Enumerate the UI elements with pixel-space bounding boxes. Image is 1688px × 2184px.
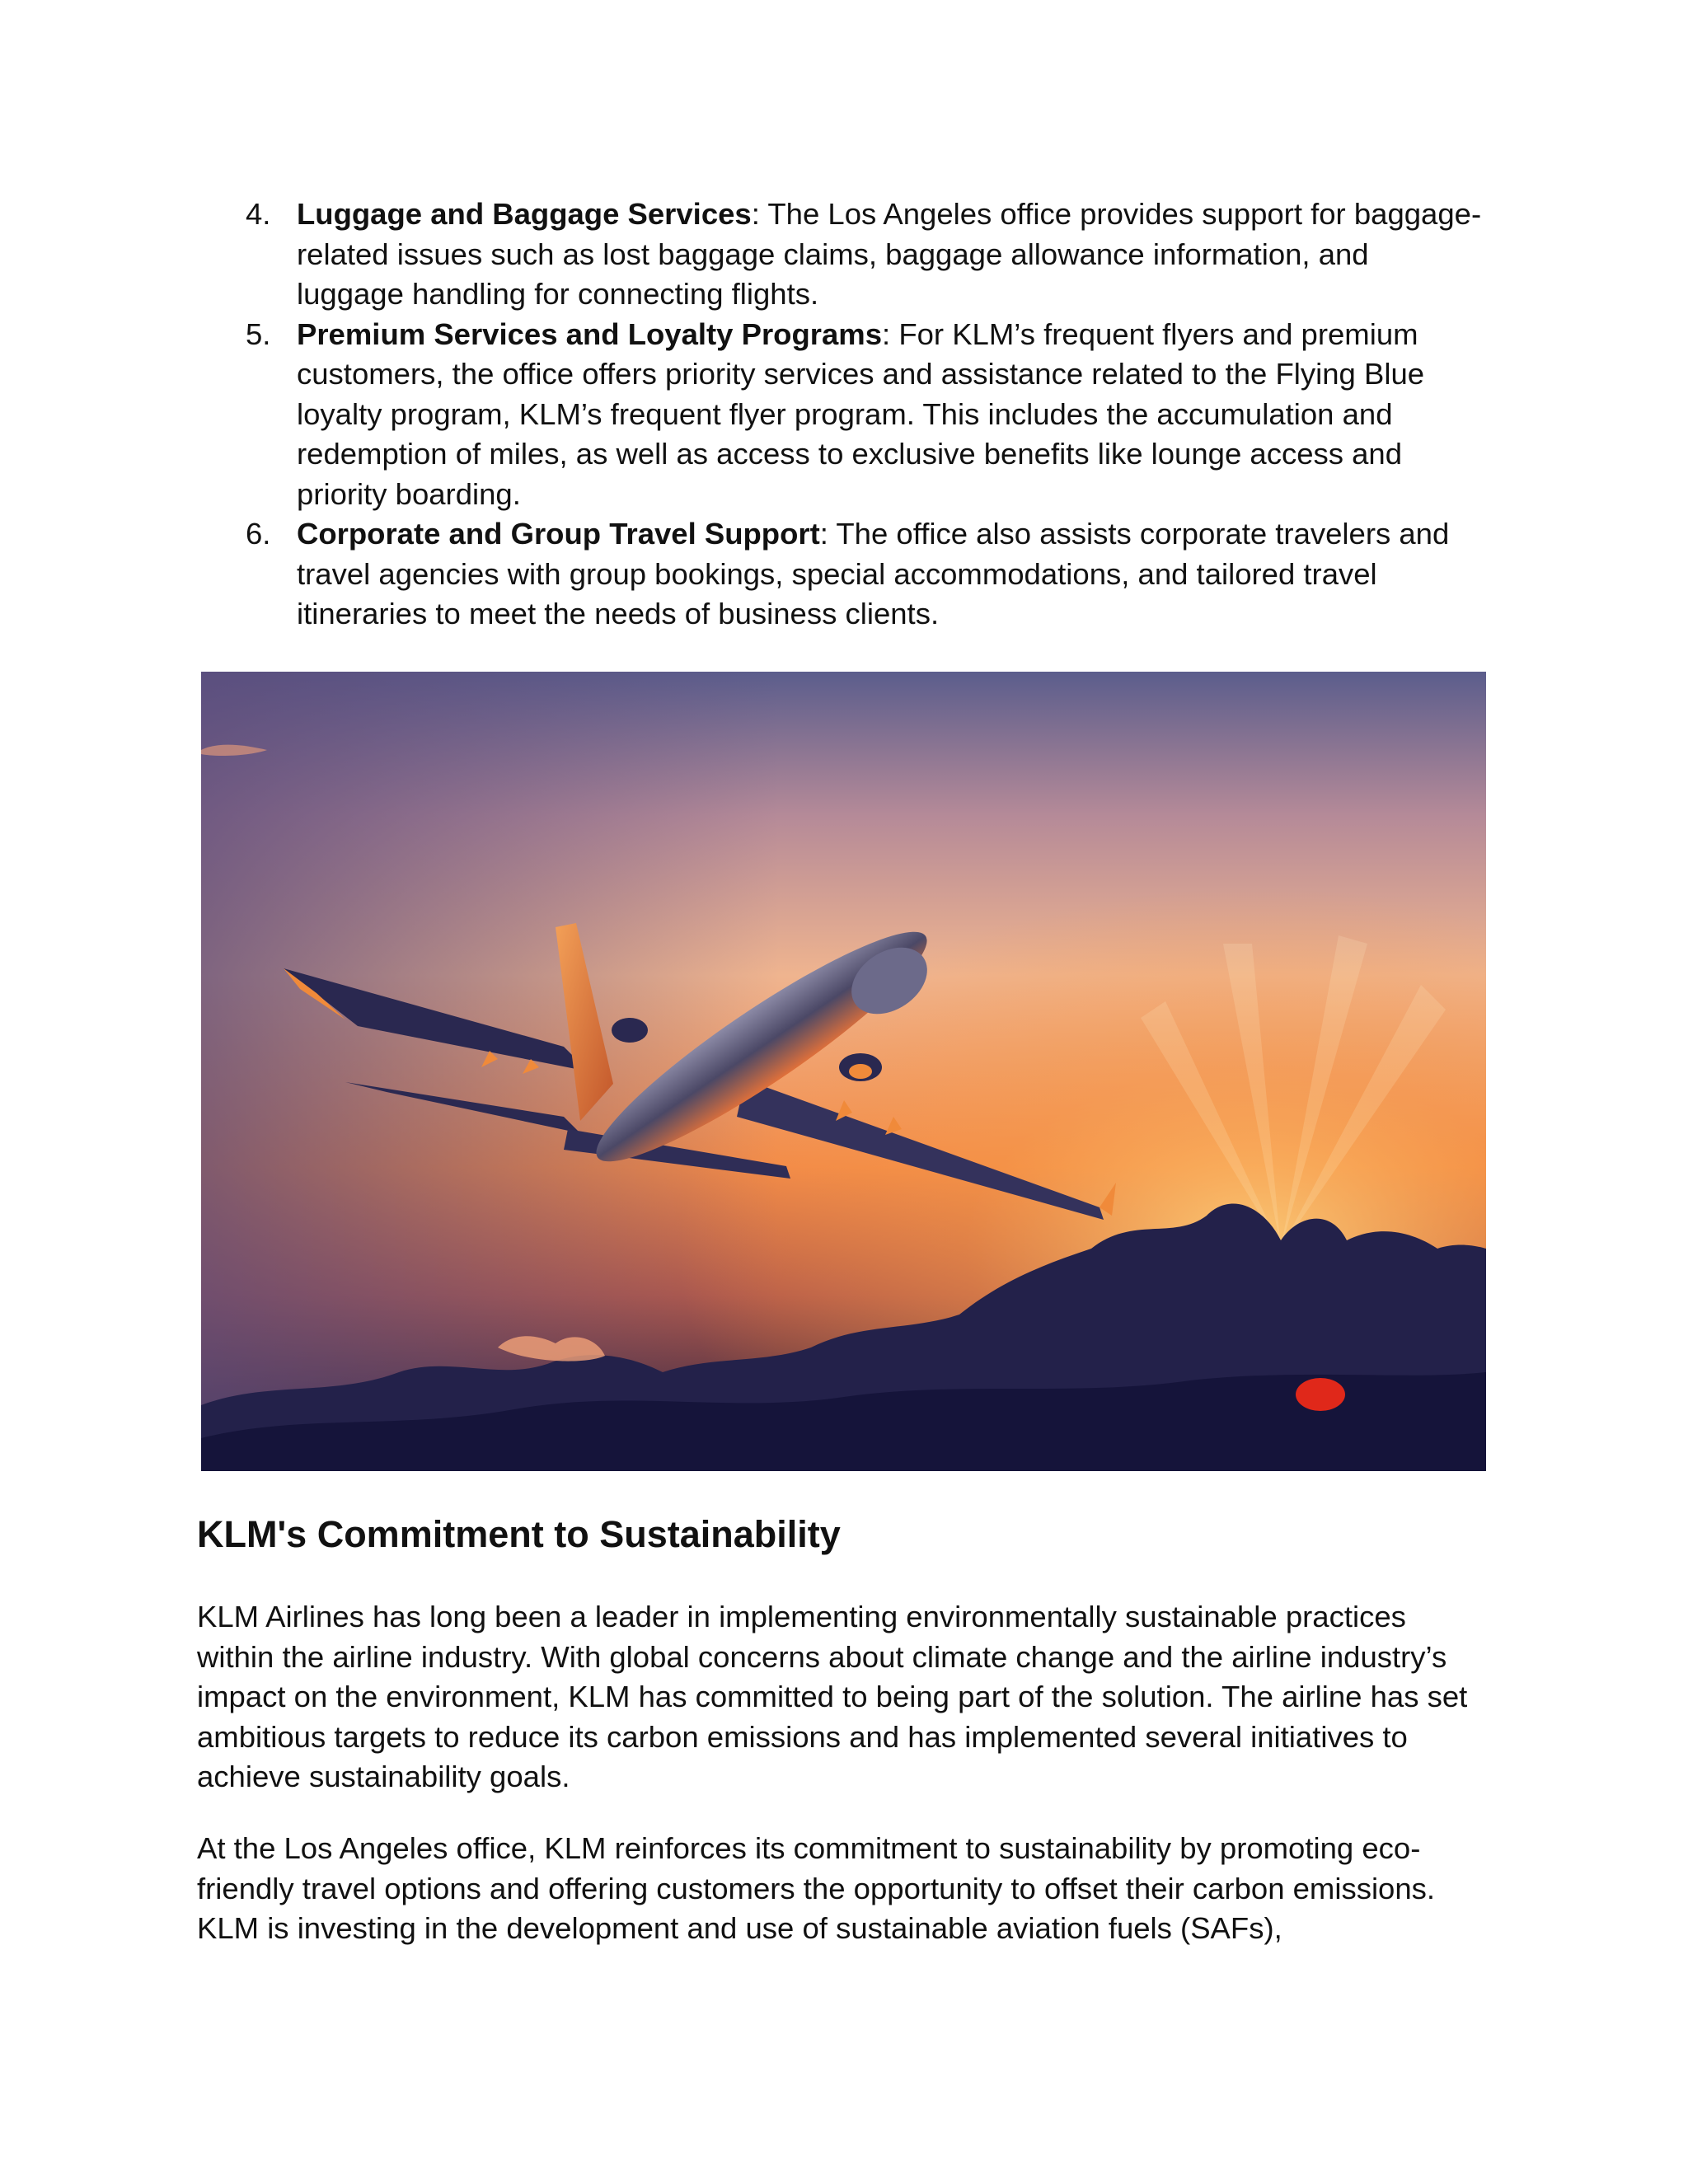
list-item bbox=[246, 315, 1482, 515]
paragraph: KLM Airlines has long been a leader in implementing environmentally sustainable practices within the airline industry. With global concerns about climate change and the airline industry’s impact on the environment, KLM has committed to being part of the solution. The airline has set ambitious targets to reduce its carbon emissions and has implemented several initiatives to achieve sustainability goals. bbox=[197, 1600, 1468, 1793]
list-number: 4. bbox=[246, 197, 271, 231]
list-item-title: Corporate and Group Travel Support bbox=[297, 517, 820, 551]
list-item-title: Luggage and Baggage Services bbox=[297, 197, 752, 231]
airplane-sunset-image bbox=[201, 672, 1486, 1471]
services-list bbox=[246, 194, 1482, 635]
list-item-text: : The office also assists corporate travelers and travel agencies with group bookings, special accommodations, and tailored travel itineraries to meet the needs of business clients. bbox=[297, 517, 1450, 630]
list-item-title: Premium Services and Loyalty Programs bbox=[297, 316, 883, 351]
list-item bbox=[246, 514, 1482, 635]
list-item-text: : For KLM’s frequent flyers and premium customers, the office offers priority services and assistance related to the Flying Blue loyalty program, KLM’s frequent flyer program. This includes the accumulation and redemption of miles, as well as access to exclusive benefits like lounge access and priority boarding. bbox=[297, 316, 1425, 511]
list-item bbox=[246, 194, 1482, 315]
list-item-text: : The Los Angeles office provides support for baggage-related issues such as lost baggage claims, baggage allowance information, and luggage handling for connecting flights. bbox=[297, 197, 1482, 311]
paragraph: At the Los Angeles office, KLM reinforces its commitment to sustainability by promoting eco-friendly travel options and offering customers the opportunity to offset their carbon emissions. KLM is investing in the development and use of sustainable aviation fuels (SAFs), bbox=[197, 1831, 1436, 1945]
list-number: 6. bbox=[246, 517, 271, 551]
airplane-sunset-photo bbox=[201, 672, 1486, 1471]
list-number: 5. bbox=[246, 316, 271, 351]
section-heading: KLM's Commitment to Sustainability bbox=[197, 1513, 841, 1555]
